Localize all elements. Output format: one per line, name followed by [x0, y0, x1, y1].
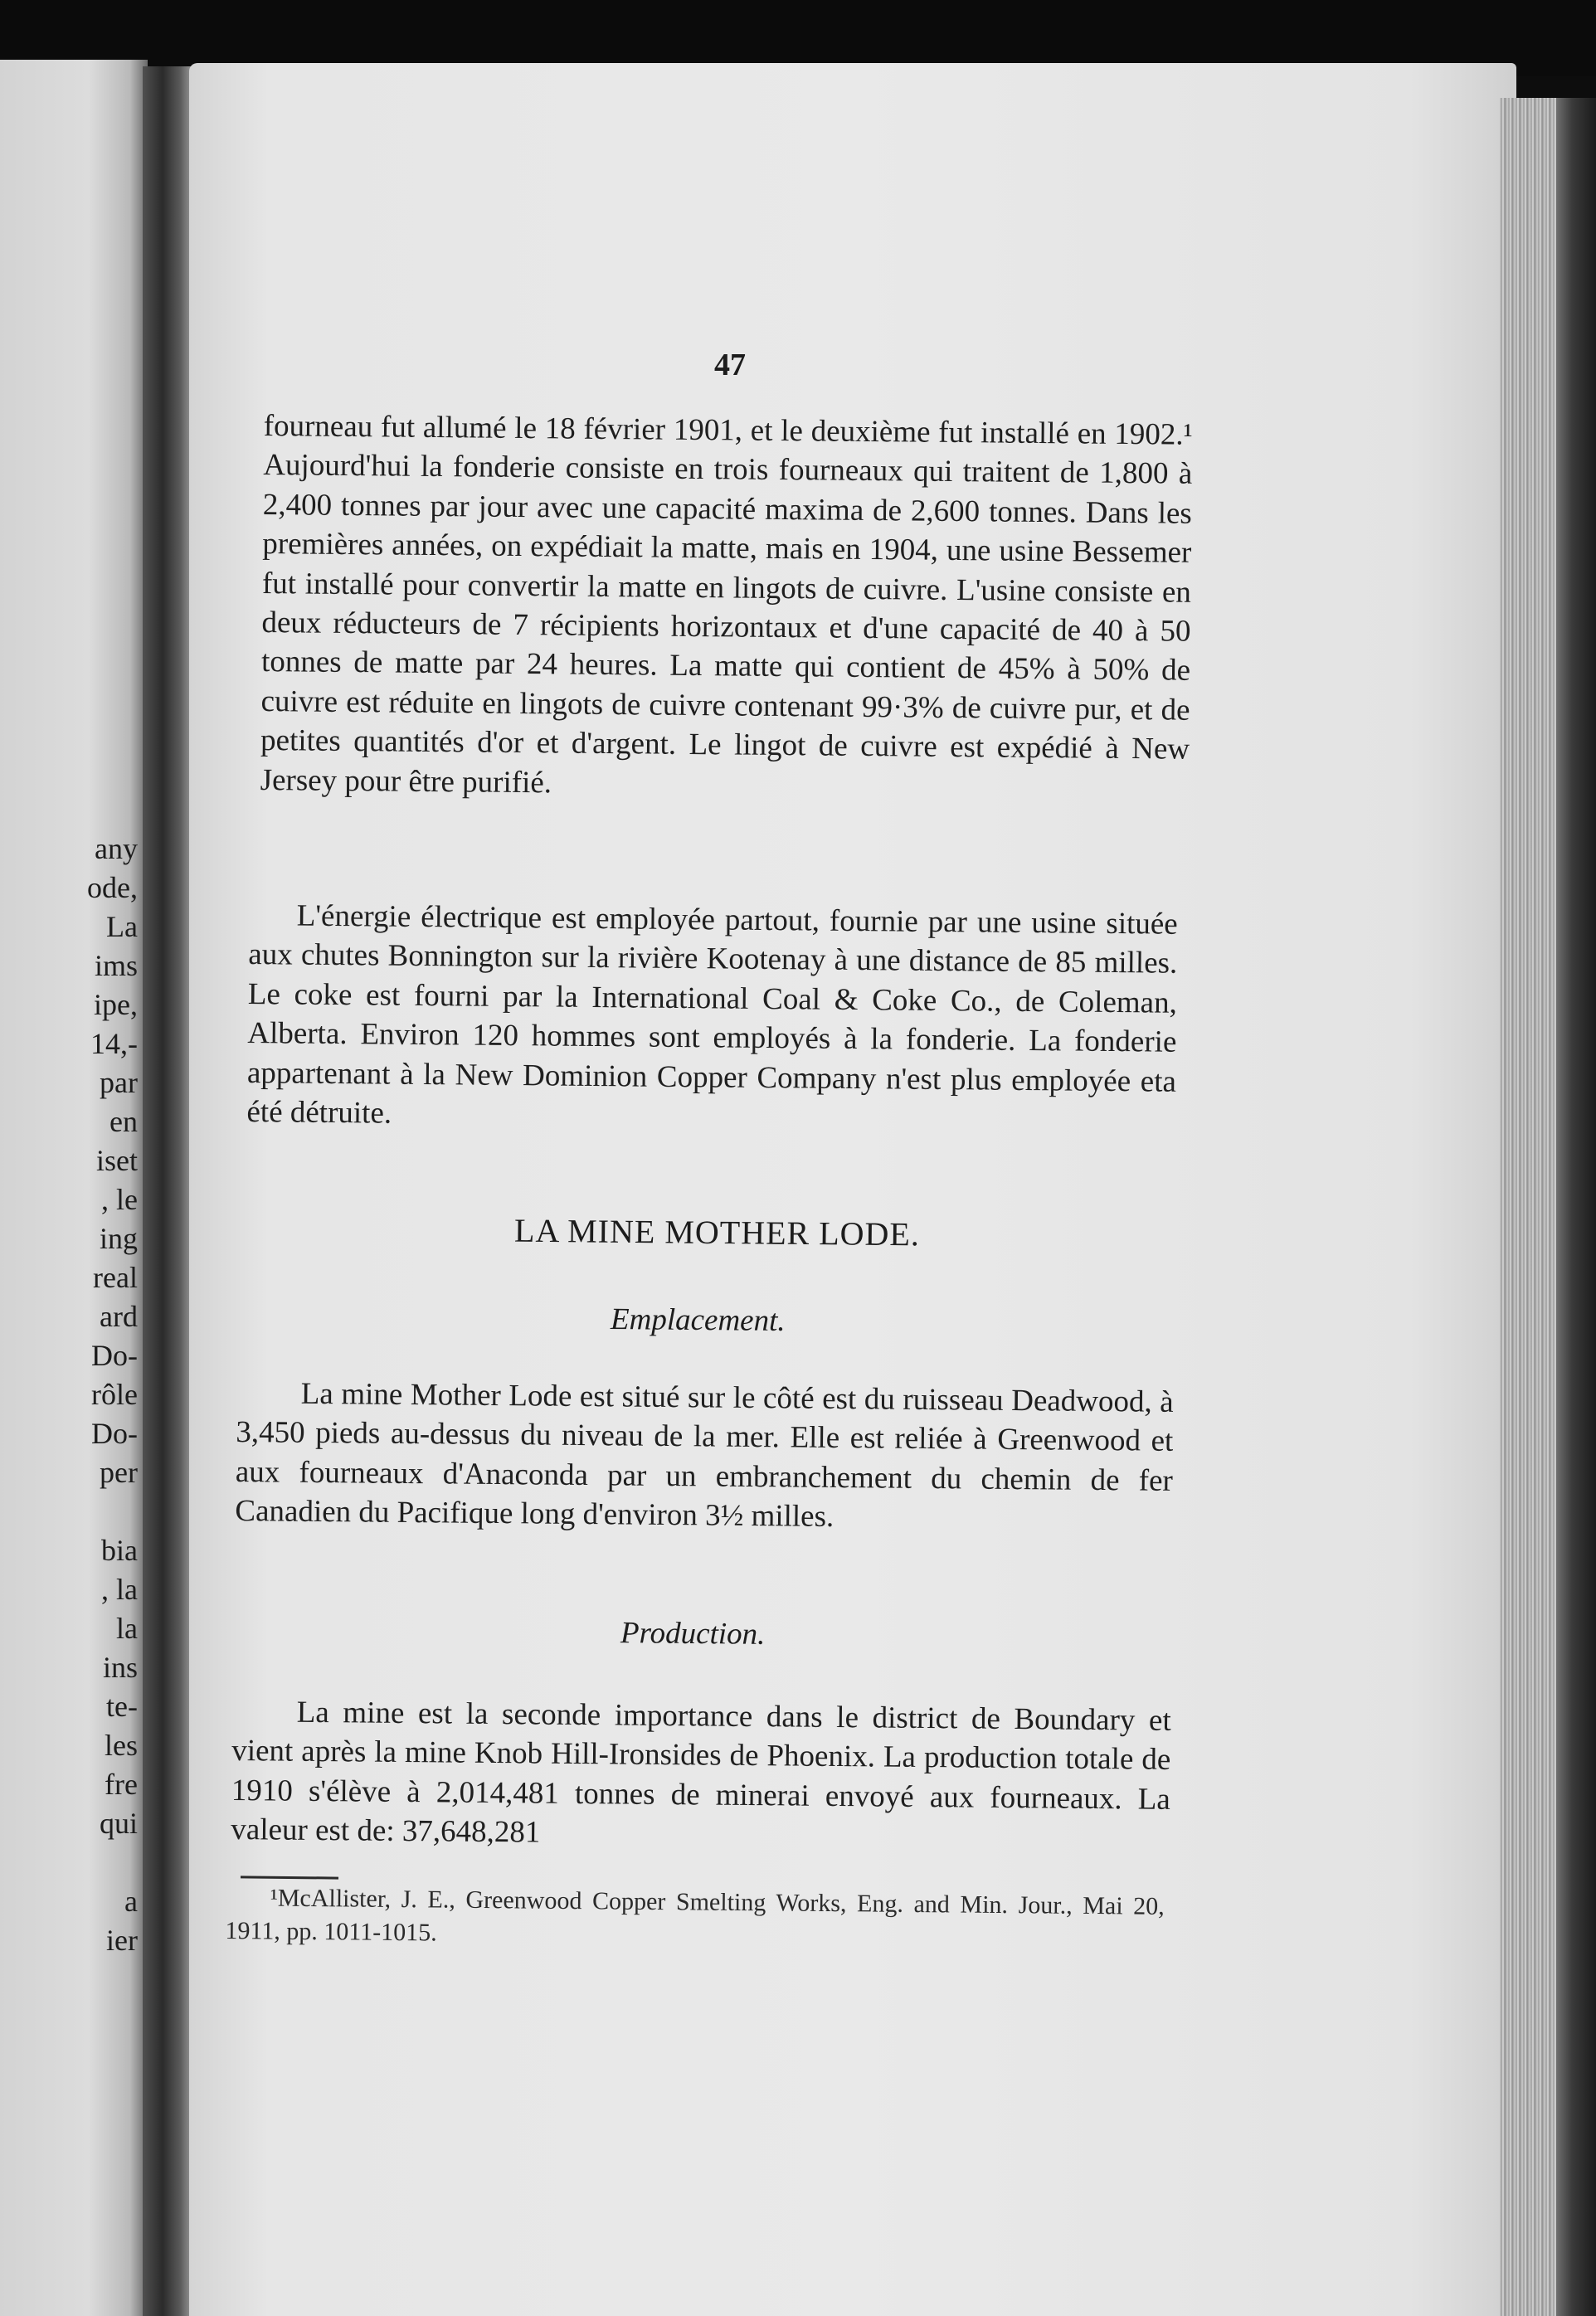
facing-line — [0, 1492, 143, 1531]
facing-line: Do- — [91, 1339, 138, 1372]
section-title: LA MINE MOTHER LODE. — [513, 1211, 921, 1253]
facing-line: en — [109, 1105, 138, 1138]
facing-line: any — [95, 832, 138, 865]
facing-line: la — [116, 1612, 138, 1645]
facing-line: real — [93, 1261, 138, 1294]
facing-line: qui — [99, 1807, 138, 1840]
facing-line: ard — [100, 1300, 138, 1333]
footnote: ¹McAllister, J. E., Greenwood Copper Smelting Works, Eng. and Min. Jour., Mai 20, 1911, pp. 1011-1015. — [225, 1884, 1165, 1947]
page — [189, 63, 1516, 2316]
facing-line: ode, — [87, 871, 138, 904]
book-gutter — [143, 66, 192, 2316]
facing-line: ipe, — [94, 988, 138, 1021]
facing-line: ins — [102, 1651, 138, 1684]
page-number: 47 — [714, 348, 746, 382]
facing-line: 14,- — [90, 1027, 138, 1060]
facing-line: a — [124, 1885, 138, 1918]
paragraph-smelter: fourneau fut allumé le 18 février 1901, et le deuxième fut installé en 1902.¹ Aujourd'hui la fonderie consiste en trois fourneaux qui traitent de 1,800 à 2,400 tonnes par jour avec une capacité maxima de 2,600 tonnes. Dans les premières années, on expédiait la matte, mais en 1904, une usine Bessemer fut installé pour convertir la matte en lingots de cuivre. L'usine consiste en deux réducteurs de 7 récipients horizontaux et d'une capacité de 40 à 50 tonnes de matte par 24 heures. La matte qui contient de 45% à 50% de cuivre est réduite en lingots de cuivre contenant 99·3% de cuivre pur, et de petites quantités d'or et d'argent. Le lingot de cuivre est expédié à New Jersey pour être purifié. — [260, 408, 1193, 800]
paragraph-power: L'énergie électrique est employée partout, fournie par une usine située aux chutes Bonnington sur la rivière Kootenay à une distance de 85 milles. Le coke est fourni par la International Coal & Coke Co., de Coleman, Alberta. Environ 120 hommes sont employés à la fonderie. La fonderie appartenant à la New Dominion Copper Company n'est plus employée eta été détruite. — [246, 898, 1178, 1131]
facing-line: Do- — [91, 1417, 138, 1450]
facing-line: , le — [101, 1183, 138, 1216]
facing-line: per — [100, 1456, 138, 1489]
subheading-location: Emplacement. — [610, 1302, 786, 1339]
facing-line: La — [106, 910, 138, 943]
paragraph-production: La mine est la seconde importance dans le district de Boundary et vient après la mine Knob Hill-Ironsides de Phoenix. La production totale de 1910 s'élève à 2,014,481 tonnes de minerai envoyé aux fourneaux. La valeur est de: 37,648,281 — [231, 1695, 1171, 1850]
facing-line: ier — [106, 1924, 138, 1957]
facing-line: iset — [96, 1144, 138, 1177]
paragraph-location: La mine Mother Lode est situé sur le côté est du ruisseau Deadwood, à 3,450 pieds au-dessus du niveau de la mer. Elle est reliée à Greenwood et aux fourneaux d'Anaconda par un embranchement du chemin de fer Canadien du Pacifique long d'environ 3½ milles. — [235, 1376, 1174, 1535]
facing-line: te- — [106, 1690, 138, 1723]
facing-line — [0, 1843, 143, 1882]
facing-line: ing — [99, 1222, 138, 1255]
facing-line: les — [105, 1729, 138, 1762]
facing-line: , la — [101, 1573, 138, 1606]
book-spine-edge — [1556, 98, 1596, 2316]
facing-line: fre — [105, 1768, 138, 1801]
subheading-production: Production. — [620, 1616, 766, 1652]
facing-line: ims — [94, 949, 138, 982]
facing-line: rôle — [91, 1378, 138, 1411]
page-edges — [1500, 98, 1558, 2316]
facing-line: bia — [101, 1534, 138, 1567]
facing-line: par — [100, 1066, 138, 1099]
facing-page-text — [0, 830, 143, 1960]
